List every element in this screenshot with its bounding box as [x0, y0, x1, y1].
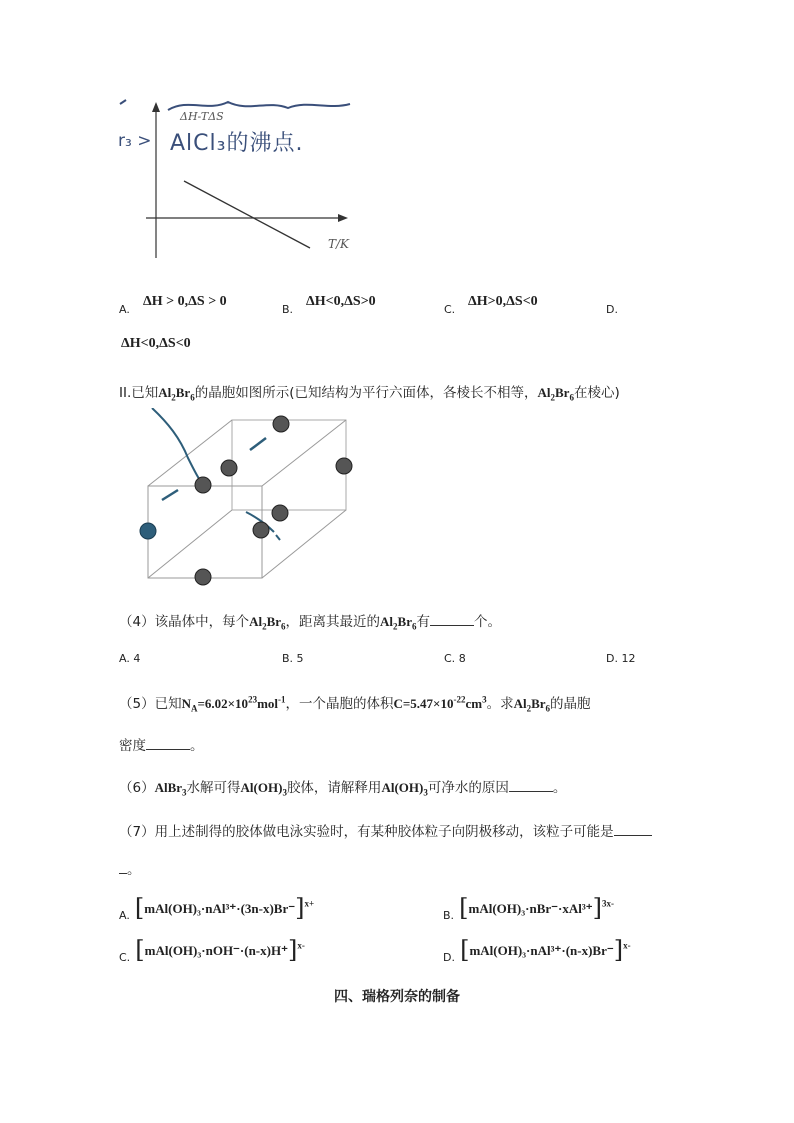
q6-question: （6）AlBr$_3$水解可得$Al(OH)_3$胶体，请解释用$Al(OH)_3$可净水的原因 。: [119, 780, 567, 798]
part2-middle: 的晶胞如图所示(已知结构为平行六面体，各棱长不相等，: [194, 385, 538, 401]
graph-figure: [118, 98, 363, 278]
graph-x-label: T/K: [328, 237, 350, 251]
q3-option-d[interactable]: ΔH<0,ΔS<0: [121, 336, 191, 351]
q7-line2: 。: [119, 858, 141, 878]
q6-answer-blank[interactable]: [509, 779, 553, 792]
q3-option-c[interactable]: ΔH>0,ΔS<0: [468, 294, 538, 309]
atom-group: [140, 416, 352, 585]
section-title: 四、瑞格列奈的制备: [334, 989, 460, 1005]
q4-option-c[interactable]: C. 8: [444, 652, 466, 665]
handwritten-note: AlCl₃的沸点.: [170, 131, 304, 156]
q7-option-d[interactable]: $_{D.}$ $[mAl(OH)_3\cdot nAl^{3+}\cdot(n-x)Br^-]^{x-}$: [443, 936, 631, 964]
q5-question: （5）已知$N_A=6.02\times 10^{23}mol^{-1}$，一个晶胞的体积$C=5.47\times 10^{-22}cm^3$。求$Al_2Br_6$的晶胞: [119, 694, 591, 714]
q3-option-d-letter: D.: [606, 303, 618, 316]
q3-option-b[interactable]: ΔH<0,ΔS>0: [306, 294, 376, 309]
handwritten-fragment: r₃ >: [118, 131, 152, 151]
q4-question: （4）该晶体中，每个$Al_2Br_6$，距离其最近的$Al_2Br_6$有 个。: [119, 614, 501, 632]
q4-options: [119, 652, 719, 672]
q3-option-a[interactable]: ΔH > 0,ΔS > 0: [143, 294, 227, 309]
q7-option-a[interactable]: $_{A.}$ $[mAl(OH)_3\cdot nAl^{3+}\cdot(3n-x)Br^-]^{x+}$: [119, 894, 315, 922]
handwriting-scribble: [118, 98, 363, 118]
part2-prefix: II.已知: [119, 385, 159, 401]
al2br6-formula: $Al_2Br_6$: [537, 385, 574, 403]
graph-y-label: ΔH-TΔS: [180, 110, 224, 123]
q4-option-b[interactable]: B. 5: [282, 652, 304, 665]
q4-option-d[interactable]: D. 12: [606, 652, 636, 665]
part2-intro: [119, 381, 620, 403]
q3-option-c-letter: C.: [444, 303, 456, 316]
q4-answer-blank[interactable]: [430, 613, 474, 626]
q7-option-c[interactable]: $_{C.}$ $[mAl(OH)_3\cdot nOH^-\cdot(n-x)H^+]^{x-}$: [119, 936, 305, 964]
q3-option-b-letter: B.: [282, 303, 294, 316]
unit-cell-figure: [128, 408, 368, 590]
part2-suffix: 在棱心): [573, 385, 620, 401]
q5-answer-blank[interactable]: [146, 737, 190, 750]
q7-option-b[interactable]: $_{B.}$ $[mAl(OH)_3\cdot nBr^-\cdot xAl^{3+}]^{3x-}$: [443, 894, 614, 922]
q3-options: [119, 294, 719, 318]
q7-answer-blank[interactable]: [614, 823, 652, 836]
q4-option-a[interactable]: A. 4: [119, 652, 141, 665]
q3-option-a-letter: A.: [119, 303, 130, 316]
q7-question: （7）用上述制得的胶体做电泳实验时，有某种胶体粒子向阴极移动，该粒子可能是: [119, 820, 652, 840]
al2br6-formula: $Al_2Br_6$: [158, 385, 195, 403]
q5-line2: 密度 。: [119, 738, 204, 754]
